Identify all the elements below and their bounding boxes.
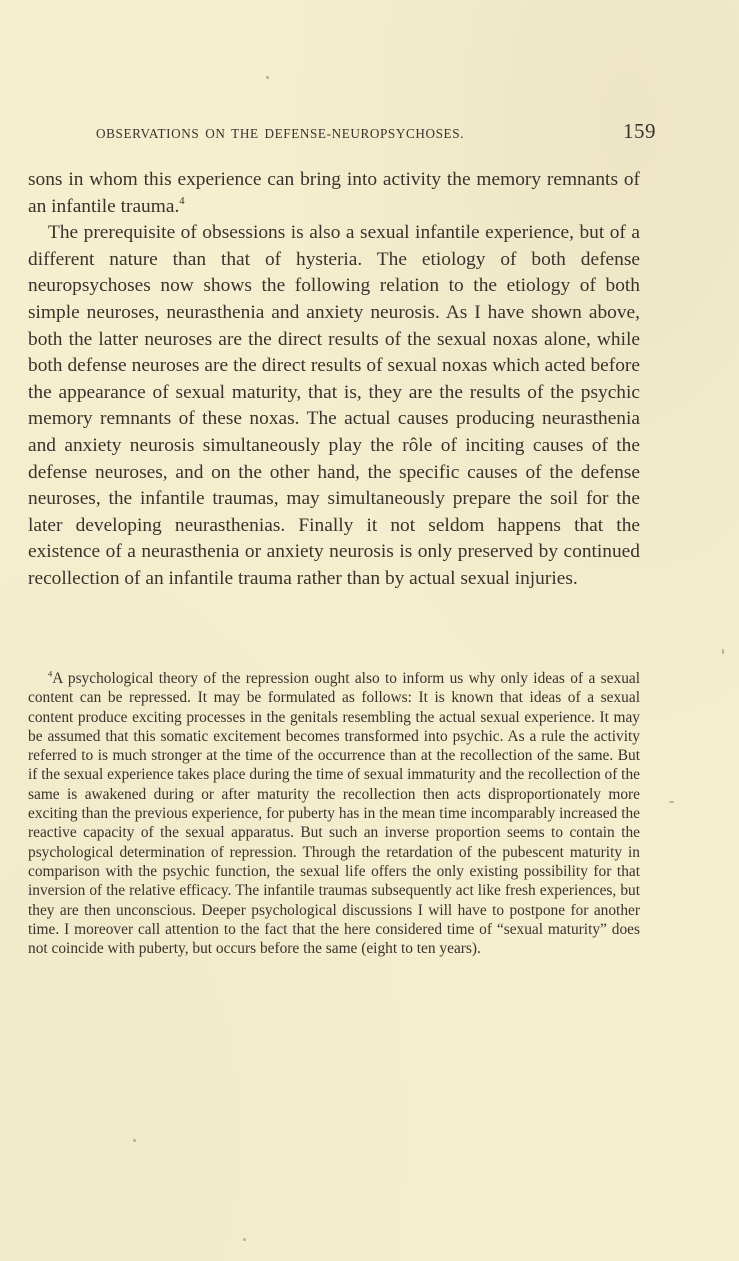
footnote — [28, 669, 640, 958]
footnote-text: A psychological theory of the repression ought also to inform us why only ideas of a sexual content can be repressed. It may be formulated as follows: It is known that ideas of a sexual content produce exciting processes in the genitals resembling the actual sexual experience. It may be assumed that this somatic excitement becomes transformed into psychic. As a rule the activity referred to is much stronger at the time of the occurrence than at the recollection of the same. But if the sexual experience takes place during the time of sexual immaturity and the recollection of the same is awakened during or after maturity the recollection then acts disproportionately more exciting than the previous experience, for puberty has in the mean time incomparably increased the reactive capacity of the sexual apparatus. But such an inverse proportion seems to contain the psychological determination of repression. Through the retardation of the pubescent maturity in comparison with the psychic function, the sexual life offers the only existing possibility for that inversion of the relative efficacy. The infantile traumas subsequently act like fresh experiences, but they are then unconscious. Deeper psychological discussions I will have to postpone for another time. I moreover call attention to the fact that the here considered time of “sexual maturity” does not coincide with puberty, but occurs before the same (eight to ten years). — [28, 670, 640, 958]
running-head — [96, 119, 656, 144]
footnote-paragraph — [28, 669, 640, 958]
paper-speck — [133, 1139, 136, 1142]
paragraph-continuation — [28, 167, 640, 220]
footnote-reference[interactable]: 4 — [179, 194, 185, 207]
paragraph-text: sons in whom this experience can bring into activity the memory remnants of an infantile trauma. — [28, 169, 640, 217]
paper-speck — [266, 76, 269, 79]
body-text — [28, 167, 640, 593]
paper-speck — [669, 801, 674, 803]
paragraph: The prerequisite of obsessions is also a sexual infantile experience, but of a different nature than that of hysteria. The etiology of both defense neuropsychoses now shows the following relation to the etiology of both simple neuroses, neurasthenia and anxiety neurosis. As I have shown above, both the latter neuroses are the direct results of the sexual noxas alone, while both defense neuroses are the direct results of sexual noxas which acted before the appearance of sexual maturity, that is, they are the results of the psychic memory remnants of these noxas. The actual causes producing neurasthenia and anxiety neurosis simultaneously play the rôle of inciting causes of the defense neuroses, and on the other hand, the specific causes of the defense neuroses, the infantile traumas, may simultaneously prepare the soil for the later developing neurasthenias. Finally it not seldom happens that the existence of a neurasthenia or anxiety neurosis is only preserved by continued recollection of an infantile trauma rather than by actual sexual injuries. — [28, 222, 640, 589]
page-number: 159 — [623, 119, 656, 143]
paper-speck — [243, 1238, 246, 1241]
running-title: OBSERVATIONS ON THE DEFENSE-NEUROPSYCHOSES. — [96, 126, 465, 141]
footnote-marker: 4 — [48, 668, 53, 679]
paper-speck — [722, 649, 724, 654]
